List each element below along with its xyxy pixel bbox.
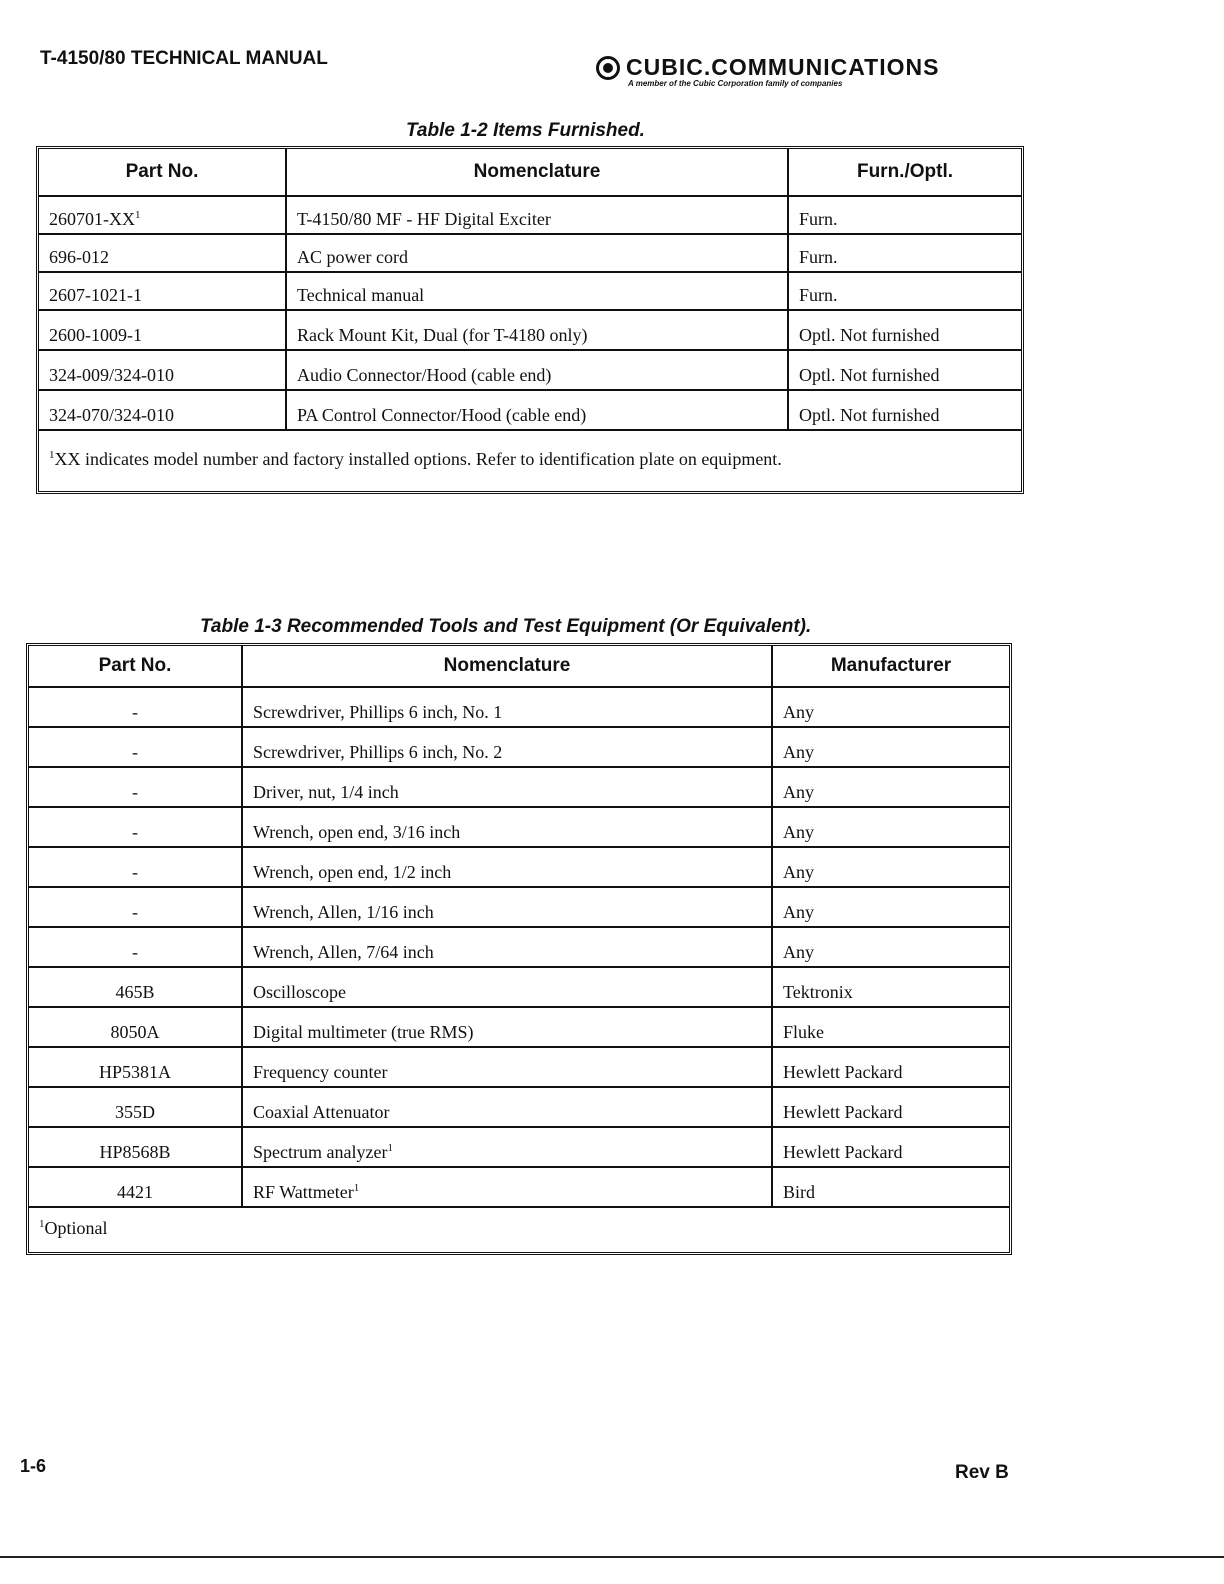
- nomenclature: Digital multimeter (true RMS): [243, 1008, 773, 1048]
- part-number: -: [29, 928, 243, 968]
- nomenclature: Driver, nut, 1/4 inch: [243, 768, 773, 808]
- table1-footnote: $^1$XX indicates model number and factory installed options. Refer to identification plate on equipment.: [49, 449, 782, 469]
- table-row: [29, 808, 1009, 848]
- part-number: HP5381A: [29, 1048, 243, 1088]
- part-number: 324-070/324-010: [39, 391, 287, 431]
- part-number: 324-009/324-010: [39, 351, 287, 391]
- part-number: 2600-1009-1: [39, 311, 287, 351]
- nomenclature: Screwdriver, Phillips 6 inch, No. 2: [243, 728, 773, 768]
- part-number: 4421: [29, 1168, 243, 1208]
- table2-caption: Table 1-3 Recommended Tools and Test Equipment (Or Equivalent).: [200, 616, 812, 637]
- manufacturer: Any: [773, 768, 1009, 808]
- manufacturer: Bird: [773, 1168, 1009, 1208]
- part-number: -: [29, 688, 243, 728]
- table-row: [29, 968, 1009, 1008]
- nomenclature: Coaxial Attenuator: [243, 1088, 773, 1128]
- manual-title: T-4150/80 TECHNICAL MANUAL: [40, 48, 328, 69]
- table-row: [39, 197, 1021, 235]
- table1-header-nomenclature: Nomenclature: [287, 149, 789, 197]
- table1-header-status: Furn./Optl.: [789, 149, 1021, 197]
- table-row: [39, 351, 1021, 391]
- furnished-status: Optl. Not furnished: [789, 391, 1021, 431]
- revision-label: Rev B: [955, 1462, 1009, 1483]
- nomenclature: RF Wattmeter$^1$: [243, 1168, 773, 1208]
- manufacturer: Fluke: [773, 1008, 1009, 1048]
- furnished-status: Optl. Not furnished: [789, 311, 1021, 351]
- bottom-rule: [0, 1556, 1224, 1558]
- manufacturer: Tektronix: [773, 968, 1009, 1008]
- table-row: [39, 273, 1021, 311]
- nomenclature: PA Control Connector/Hood (cable end): [287, 391, 789, 431]
- table-row: [29, 1008, 1009, 1048]
- furnished-status: Furn.: [789, 273, 1021, 311]
- table-row: [29, 928, 1009, 968]
- table2-header-nomenclature: Nomenclature: [243, 646, 773, 688]
- part-number: 696-012: [39, 235, 287, 273]
- part-number: -: [29, 768, 243, 808]
- furnished-status: Furn.: [789, 235, 1021, 273]
- manufacturer: Any: [773, 928, 1009, 968]
- footnote-marker: 1: [49, 449, 55, 461]
- footnote-marker: 1: [353, 1182, 360, 1194]
- part-number: -: [29, 888, 243, 928]
- items-furnished-table: [36, 146, 1024, 494]
- manufacturer: Any: [773, 808, 1009, 848]
- part-number: -: [29, 728, 243, 768]
- table2-header-part: Part No.: [29, 646, 243, 688]
- table1-header-row: [39, 149, 1021, 197]
- table2-header-manufacturer: Manufacturer: [773, 646, 1009, 688]
- table-row: [29, 848, 1009, 888]
- manufacturer: Any: [773, 888, 1009, 928]
- table-row: [29, 888, 1009, 928]
- logo-tagline: A member of the Cubic Corporation family of companies: [628, 79, 843, 88]
- part-number: HP8568B: [29, 1128, 243, 1168]
- footnote-marker: 1: [387, 1142, 393, 1154]
- table1-header-part: Part No.: [39, 149, 287, 197]
- furnished-status: Optl. Not furnished: [789, 351, 1021, 391]
- manufacturer: Hewlett Packard: [773, 1088, 1009, 1128]
- part-number: 8050A: [29, 1008, 243, 1048]
- nomenclature: Wrench, open end, 3/16 inch: [243, 808, 773, 848]
- cubic-logo-icon: [596, 56, 620, 80]
- nomenclature: T-4150/80 MF - HF Digital Exciter: [287, 197, 789, 235]
- part-number: -: [29, 808, 243, 848]
- table-row: [29, 728, 1009, 768]
- table2-footnote: $^1$Optional: [39, 1218, 108, 1238]
- nomenclature: Rack Mount Kit, Dual (for T-4180 only): [287, 311, 789, 351]
- manufacturer: Any: [773, 848, 1009, 888]
- logo-text: CUBIC.COMMUNICATIONS: [626, 54, 940, 80]
- part-number: 2607-1021-1: [39, 273, 287, 311]
- table-row: [29, 1168, 1009, 1208]
- nomenclature: Audio Connector/Hood (cable end): [287, 351, 789, 391]
- nomenclature: Technical manual: [287, 273, 789, 311]
- part-number: 355D: [29, 1088, 243, 1128]
- part-number: 465B: [29, 968, 243, 1008]
- nomenclature: Wrench, open end, 1/2 inch: [243, 848, 773, 888]
- table-row: [39, 235, 1021, 273]
- table-row: [29, 1088, 1009, 1128]
- table-row: [29, 688, 1009, 728]
- table1-footnote-row: [39, 431, 1021, 491]
- footnote-marker: 1: [39, 1218, 45, 1230]
- part-number: $260701-XX^1$: [39, 197, 287, 235]
- table-row: [29, 768, 1009, 808]
- manufacturer: Hewlett Packard: [773, 1048, 1009, 1088]
- footnote-marker: 1: [135, 209, 141, 221]
- part-number: -: [29, 848, 243, 888]
- furnished-status: Furn.: [789, 197, 1021, 235]
- company-logo: [596, 54, 1032, 88]
- table2-footnote-row: [29, 1208, 1009, 1252]
- nomenclature: Screwdriver, Phillips 6 inch, No. 1: [243, 688, 773, 728]
- recommended-tools-table: [26, 643, 1012, 1255]
- table-row: [29, 1048, 1009, 1088]
- page-number: 1-6: [20, 1456, 47, 1476]
- manufacturer: Any: [773, 728, 1009, 768]
- table1-caption: Table 1-2 Items Furnished.: [406, 120, 645, 141]
- nomenclature: Spectrum analyzer$^1$: [243, 1128, 773, 1168]
- table-row: [39, 391, 1021, 431]
- nomenclature: Oscilloscope: [243, 968, 773, 1008]
- manufacturer: Any: [773, 688, 1009, 728]
- table2-header-row: [29, 646, 1009, 688]
- nomenclature: Wrench, Allen, 1/16 inch: [243, 888, 773, 928]
- table-row: [29, 1128, 1009, 1168]
- table-row: [39, 311, 1021, 351]
- manufacturer: Hewlett Packard: [773, 1128, 1009, 1168]
- nomenclature: AC power cord: [287, 235, 789, 273]
- nomenclature: Wrench, Allen, 7/64 inch: [243, 928, 773, 968]
- nomenclature: Frequency counter: [243, 1048, 773, 1088]
